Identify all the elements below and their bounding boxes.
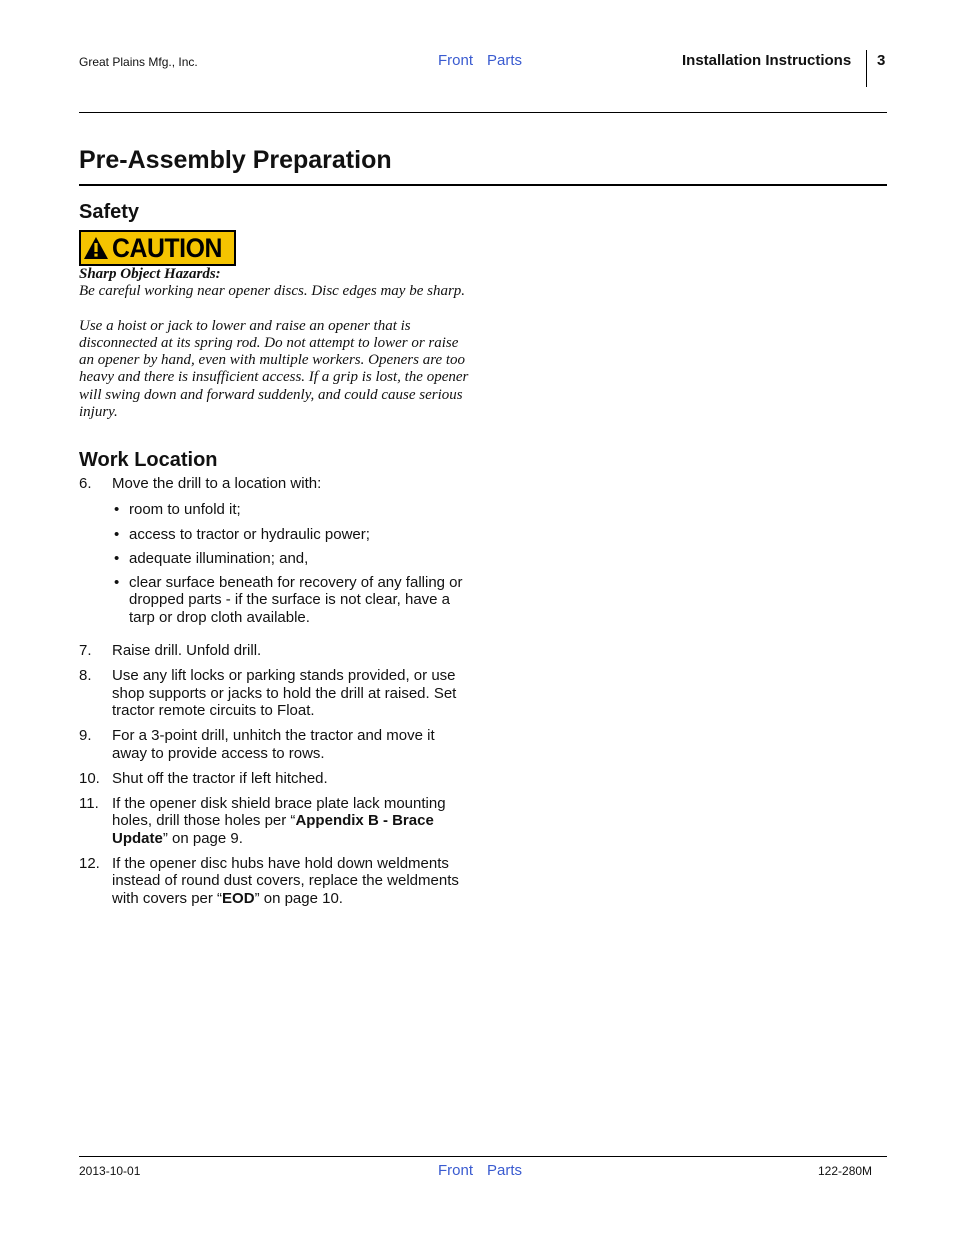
step-number: 11. [79, 795, 99, 813]
list-item: • room to unfold it; [112, 501, 471, 518]
header-divider [866, 50, 867, 87]
header-front-link[interactable]: Front [438, 52, 474, 69]
footer-front-link[interactable]: Front [438, 1162, 474, 1179]
header-rule [79, 112, 887, 113]
step-number: 6. [79, 475, 92, 492]
step-text: Shut off the tractor if left hitched. [112, 769, 328, 787]
cross-reference: EOD [222, 889, 255, 907]
step-text: Raise drill. Unfold drill. [112, 642, 262, 660]
step-10 [79, 770, 471, 787]
section-title-rule [79, 184, 887, 186]
step-11 [79, 795, 471, 847]
step-number: 12. [79, 855, 100, 873]
warning-triangle-icon [83, 236, 109, 260]
header-title: Installation Instructions [682, 52, 852, 69]
cross-reference: Appendix B - Brace Update [112, 812, 434, 847]
warning-title: Sharp Object Hazards: [79, 266, 221, 282]
step-number: 10. [79, 769, 100, 787]
footer-parts-link[interactable]: Parts [487, 1162, 523, 1179]
step-number: 9. [79, 727, 92, 745]
warning-paragraph-1: Be careful working near opener discs. Disc edges may be sharp. [79, 283, 466, 300]
step-7 [79, 642, 471, 659]
header-parts-link[interactable]: Parts [487, 52, 523, 69]
step-text: If the opener disk shield brace plate lack mounting holes, drill those holes per “ [112, 795, 446, 830]
footer-doc-number: 122-280M [818, 1164, 873, 1178]
list-item: • clear surface beneath for recovery of any falling or dropped parts - if the surface is not clear, have a tarp or drop cloth available. [112, 574, 471, 626]
list-item: • adequate illumination; and, [112, 550, 471, 567]
caution-label [79, 230, 236, 266]
step-12 [79, 855, 471, 907]
work-location-steps [79, 475, 471, 915]
footer-date: 2013-10-01 [79, 1164, 141, 1178]
step-text: Move the drill to a location with: [112, 475, 322, 492]
safety-heading: Safety [79, 201, 140, 223]
work-location-heading: Work Location [79, 449, 218, 471]
warning-paragraph-2: Use a hoist or jack to lower and raise an opener that is disconnected at its spring rod. Do not attempt to lower or raise an opener by hand, even with multiple workers. Openers are too heavy and there is insufficient access. If a grip is lost, the opener will swing down and forward suddenly, and could cause serious injury. [79, 317, 469, 421]
step-text: ” on page 10. [254, 889, 343, 907]
step-6 [79, 475, 471, 626]
step-text: ” on page 9. [162, 829, 243, 847]
footer-nav [438, 1162, 536, 1179]
list-item: • access to tractor or hydraulic power; [112, 526, 471, 543]
step-8 [79, 667, 471, 719]
section-title: Pre-Assembly Preparation [79, 146, 392, 174]
caution-text: CAUTION [112, 232, 223, 263]
page-number: 3 [877, 52, 886, 69]
step-9 [79, 727, 471, 762]
step-text: If the opener disc hubs have hold down weldments instead of round dust covers, replace the weldments with covers per “ [112, 855, 459, 907]
location-requirements [112, 501, 471, 626]
footer-rule [79, 1156, 887, 1157]
step-text: Use any lift locks or parking stands provided, or use shop supports or jacks to hold the drill at raised. Set tractor remote circuits to Float. [112, 667, 457, 719]
step-text: For a 3-point drill, unhitch the tractor and move it away to provide access to rows. [112, 727, 435, 762]
header-nav [438, 52, 536, 69]
step-number: 7. [79, 642, 92, 660]
warning-message [79, 266, 471, 421]
step-number: 8. [79, 667, 92, 685]
header-company: Great Plains Mfg., Inc. [79, 55, 198, 69]
